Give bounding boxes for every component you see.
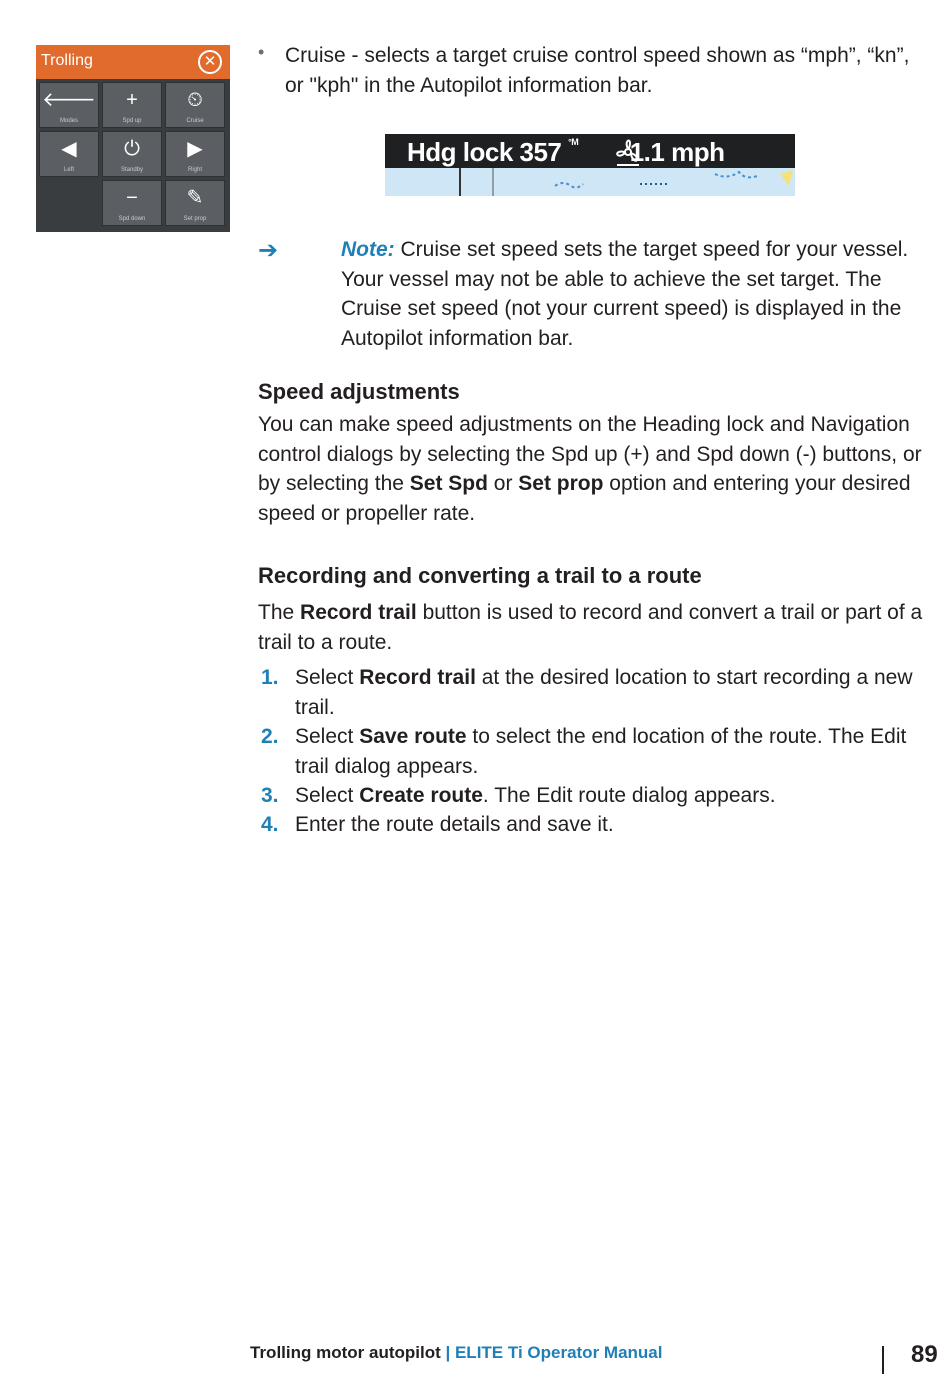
arrow-left-icon: 🡐 [42, 89, 96, 111]
trolling-panel [36, 45, 230, 232]
page-footer [250, 1343, 662, 1363]
step-bold: Save route [359, 725, 467, 748]
bullet-cruise-text: Cruise - selects a target cruise control speed shown as “mph”, “kn”, or "kph" in the Autopilot information bar. [285, 44, 910, 97]
modes-label: Modes [59, 118, 78, 124]
trolling-header [36, 45, 230, 79]
bullet-dot: • [258, 42, 265, 62]
page-number: 89 [911, 1341, 938, 1368]
edit-icon: ✎ [186, 187, 204, 209]
intro-text-2: button is used to record and convert a trail or part of a trail to a route. [258, 601, 923, 654]
left-button[interactable] [39, 131, 99, 177]
power-icon: ⏻ [124, 138, 140, 160]
autopilot-info-bar [385, 134, 795, 196]
triangle-left-icon: ◀ [61, 138, 77, 160]
intro-text-1: The [258, 601, 301, 624]
step-pre: Enter the route details and save it. [295, 813, 614, 836]
note-label: Note: [341, 238, 395, 261]
footer-separator: | [440, 1343, 455, 1362]
step-post: to select the end location of the route. The Edit trail dialog appears. [295, 725, 907, 778]
note-paragraph [341, 235, 941, 353]
step-text [295, 663, 935, 722]
speed-adjustments-paragraph [258, 410, 938, 528]
step-post: . The Edit route dialog appears. [482, 784, 776, 807]
footer-manual-title: ELITE Ti Operator Manual [454, 1343, 663, 1362]
close-icon[interactable]: ✕ [198, 50, 222, 74]
minus-icon: − [126, 187, 138, 209]
set-prop-button[interactable] [165, 180, 225, 226]
autopilot-readout [407, 137, 724, 168]
footer-section: Trolling motor autopilot [250, 1343, 441, 1362]
step-pre: Select [295, 666, 360, 689]
recording-heading: Recording and converting a trail to a route [258, 563, 702, 588]
heading-unit: °M [568, 137, 579, 147]
right-button[interactable] [165, 131, 225, 177]
spd-down-label: Spd down [118, 216, 146, 222]
step-text [295, 810, 935, 840]
set-prop-label: Set prop [183, 216, 207, 222]
step-number: 3. [261, 784, 279, 807]
footer-divider [882, 1346, 884, 1374]
step-post: at the desired location to start recording a new trail. [295, 666, 913, 719]
note-arrow-icon: ➔ [258, 237, 279, 264]
right-label: Right [187, 167, 202, 173]
step-number: 4. [261, 813, 279, 836]
modes-button[interactable] [39, 82, 99, 128]
set-prop-term: Set prop [518, 472, 604, 495]
speed-text-1: You can make speed adjustments on the Heading lock and Navigation control dialogs by selecting the Spd up (+) and Spd down (-) buttons, or by selecting the [258, 413, 922, 495]
cruise-button[interactable] [165, 82, 225, 128]
step-number: 1. [261, 666, 279, 689]
step-number: 2. [261, 725, 279, 748]
note-body: Cruise set speed sets the target speed for your vessel. Your vessel may not be able to achieve the set target. The Cruise set speed (not your current speed) is displayed in the Autopilot information bar. [341, 238, 909, 350]
recording-intro [258, 598, 938, 657]
standby-label: Standby [120, 167, 144, 173]
set-spd-term: Set Spd [409, 472, 488, 495]
plus-icon: + [126, 89, 138, 111]
propeller-icon [613, 137, 643, 167]
step-text [295, 781, 935, 811]
speed-text-2: or [487, 472, 519, 495]
triangle-right-icon: ▶ [187, 138, 203, 160]
speed-text-3: option and entering your desired speed or propeller rate. [258, 472, 911, 525]
left-label: Left [63, 167, 74, 173]
cruise-label: Cruise [186, 118, 204, 124]
speed-adjustments-heading: Speed adjustments [258, 379, 460, 404]
spd-up-label: Spd up [122, 118, 142, 124]
step-bold: Record trail [359, 666, 476, 689]
step-pre: Select [295, 725, 360, 748]
speed-readout: 1.1 mph [629, 137, 725, 167]
standby-button[interactable] [102, 131, 162, 177]
heading-lock-readout: Hdg lock 357 [407, 137, 562, 167]
step-text [295, 722, 935, 781]
step-bold: Create route [359, 784, 483, 807]
trolling-title: Trolling [41, 52, 93, 69]
speedometer-icon: ⏲ [187, 89, 203, 111]
record-trail-term: Record trail [300, 601, 417, 624]
step-pre: Select [295, 784, 360, 807]
spd-up-button[interactable] [102, 82, 162, 128]
spd-down-button[interactable] [102, 180, 162, 226]
